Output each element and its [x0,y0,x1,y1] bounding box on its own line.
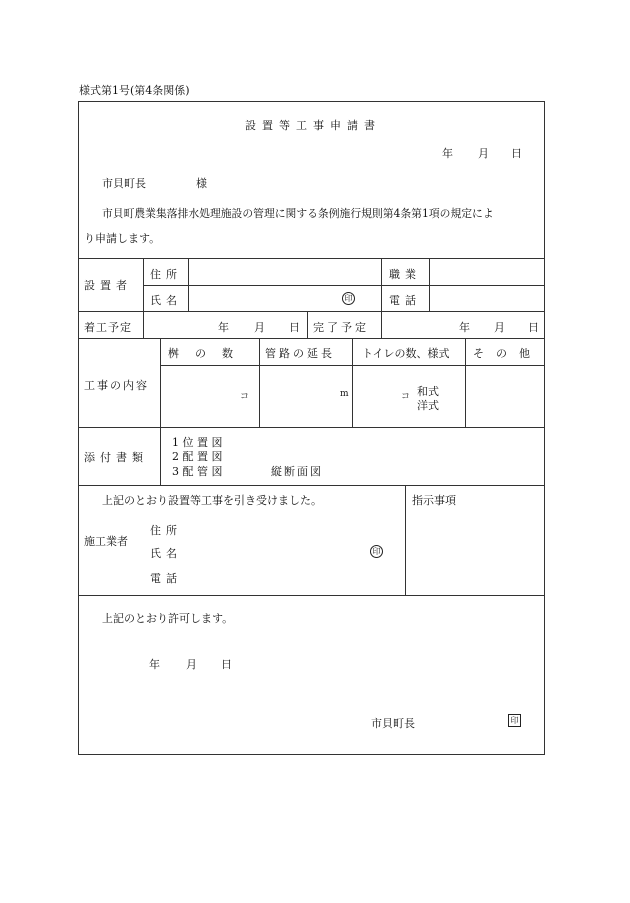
attachment-item: 3 配 管 図 [172,465,223,478]
end-month: 月 [494,321,505,334]
installer-label: 設置者 [84,279,132,292]
form-number: 様式第1号(第4条関係) [79,84,190,97]
col-pipe: 管路の延長 [265,347,335,360]
approval-year: 年 [149,658,160,671]
masu-unit: コ [240,392,250,402]
approval-month: 月 [186,658,197,671]
contractor-phone-label: 電話 [150,572,182,585]
approval-seal-mark: 印 [508,714,521,727]
form-title: 設置等工事申請書 [245,119,381,132]
addressee-name: 市貝町長 [102,177,146,190]
date-year: 年 [442,147,453,160]
toilet-type-western: 洋式 [417,399,439,412]
end-day: 日 [528,321,539,334]
start-label: 着工予定 [84,321,132,334]
contractor-label: 施工業者 [84,535,128,548]
contractor-name-label: 氏名 [150,547,182,560]
start-year: 年 [218,321,229,334]
toilet-unit: コ [401,392,411,402]
installer-phone-label: 電話 [389,294,421,307]
pipe-unit: m [340,389,349,399]
approval-day: 日 [221,658,232,671]
installer-address-label: 住所 [150,268,182,281]
col-other: その他 [473,347,542,360]
attachment-item: 1 位 置 図 [172,436,223,449]
installer-name-label: 氏名 [150,294,182,307]
date-month: 月 [478,147,489,160]
start-day: 日 [289,321,300,334]
installer-occupation-label: 職業 [389,268,421,281]
attachments-label: 添付書類 [84,451,148,464]
toilet-type-japanese: 和式 [417,385,439,398]
col-toilet: トイレの数、様式 [362,347,450,360]
contractor-accept-text: 上記のとおり設置等工事を引き受けました。 [102,494,322,507]
attachment-item: 2 配 置 図 [172,450,223,463]
intro-line-1: 市貝町農業集落排水処理施設の管理に関する条例施行規則第4条第1項の規定によ [102,207,494,220]
col-masu: 桝の数 [168,347,249,360]
approval-text: 上記のとおり許可します。 [102,612,234,625]
attachment-extra: 縦断面図 [271,465,323,478]
intro-line-2: り申請します。 [84,232,161,245]
approval-signer: 市貝町長 [371,717,415,730]
installer-seal-mark: 印 [342,292,355,305]
date-day: 日 [511,147,522,160]
end-year: 年 [459,321,470,334]
addressee-honorific: 様 [196,177,207,190]
contractor-address-label: 住所 [150,524,182,537]
start-month: 月 [254,321,265,334]
end-label: 完了予定 [313,321,369,334]
instructions-label: 指示事項 [412,494,456,507]
contractor-seal-mark: 印 [370,545,383,558]
work-label: 工事の内容 [84,379,149,392]
